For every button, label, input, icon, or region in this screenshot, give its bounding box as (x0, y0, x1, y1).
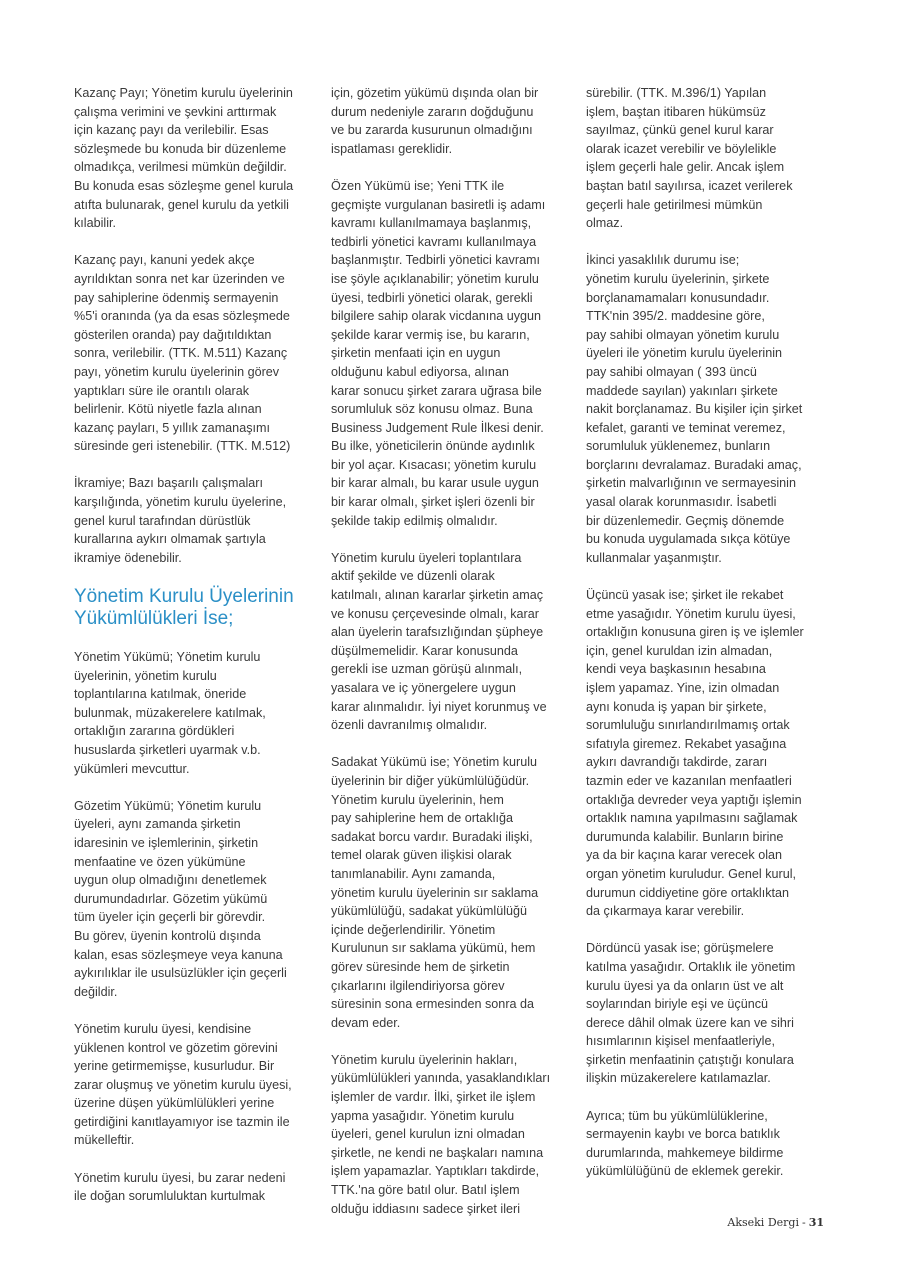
paragraph: Yönetim kurulu üyesi, kendisine yüklenen kontrol ve gözetim görevini yerine getirmemişse, kusurludur. Bir zarar oluşmuş ve yönetim kurulu üyesi, üzerine düşen yükümlülükleri yerine getirdiğini kanıtlayamıyor ise tazmin ile mükelleftir. (74, 1021, 292, 1148)
paragraph: Dördüncü yasak ise; görüşmelere katılma yasağıdır. Ortaklık ile yönetim kurulu üyesi ya da onların üst ve alt soylarından biriyle eşi ve üçüncü derece dâhil olmak üzere kan ve sihri hısımlarının kişisel menfaatleriyle, şirketin menfaatinin çatıştığı konulara ilişkin müzakerelere katılamazlar. (586, 941, 796, 1086)
page-number: 31 (808, 1216, 824, 1229)
paragraph: Sadakat Yükümü ise; Yönetim kurulu üyelerinin bir diğer yükümlülüğüdür. Yönetim kurulu üyelerinin, hem pay sahiplerine hem de ortaklığa sadakat borcu vardır. Buradaki ilişki, temel olarak güven ilişkisi olarak tanımlanabilir. Aynı zamanda, yönetim kurulu üyelerinin sır saklama yükümlülüğü, sadakat yükümlülüğü içinde değerlendirilir. Yönetim Kurulunun sır saklama yükümü, hem görev süresinde hem de şirketin çıkarlarını ilgilendiriyorsa görev süresinin sona ermesinden sonra da devam eder. (331, 755, 539, 1030)
paragraph: Özen Yükümü ise; Yeni TTK ile geçmişte vurgulanan basiretli iş adamı kavramı kullanılmamaya başlanmış, tedbirli yönetici kavramı kullanılmaya başlanmıştır. Tedbirli yönetici kavramı ise şöyle açıklanabilir; yönetim kurulu üyesi, tedbirli yönetici olarak, gerekli bilgilere sahip olarak vicdanına uygun şekilde karar vermiş ise, bu kararın, şirketin menfaati için en uygun olduğunu kabul ediyorsa, alınan karar sonucu şirket zarara uğrasa bile sorumluluk söz konusu olmaz. Buna Business Judgement Rule İlkesi denir. Bu ilke, yöneticilerin önünde aydınlık bir yol açar. Kısacası; yönetim kurulu bir karar almalı, bu karar usule uygun bir karar olmalı, şirket işleri özenli bir şekilde takip edilmiş olmalıdır. (331, 178, 546, 528)
column-2 (331, 84, 579, 1237)
page-footer (727, 1216, 824, 1229)
paragraph: İkramiye; Bazı başarılı çalışmaları karşılığında, yönetim kurulu üyelerine, genel kurul tarafından dürüstlük kurallarına aykırı olmamak şartıyla ikramiye ödenebilir. (74, 476, 287, 565)
paragraph: Yönetim Yükümü; Yönetim kurulu üyelerinin, yönetim kurulu toplantılarına katılmak, öneride bulunmak, müzakerelere katılmak, ortaklığın zararına gördükleri hususlarda şirketleri uyarmak v.b. yükümleri mevcuttur. (74, 650, 266, 776)
paragraph: Yönetim kurulu üyelerinin hakları, yükümlülükleri yanında, yasaklandıkları işlemler de vardır. İlki, şirket ile işlem yapma yasağıdır. Yönetim kurulu üyeleri, genel kurulun izni olmadan şirketle, ne kendi ne başkaları namına işlem yapamazlar. Yaptıkları takdirde, TTK.'na göre batıl olur. Batıl işlem olduğu iddiasını sadece şirket ileri (331, 1052, 551, 1216)
paragraph: Ayrıca; tüm bu yükümlülüklerine, sermayenin kaybı ve borca batıklık durumlarında, mahkemeye bildirme yükümlülüğünü de eklemek gerekir. (586, 1108, 784, 1179)
paragraph: Yönetim kurulu üyesi, bu zarar nedeni ile doğan sorumluluktan kurtulmak (74, 1170, 286, 1204)
paragraph: sürebilir. (TTK. M.396/1) Yapılan işlem, baştan itibaren hükümsüz sayılmaz, çünkü genel kurul karar olarak icazet verebilir ve böylelikle işlem geçerli hale gelir. Ancak işlem baştan batıl sayılırsa, icazet verilerek geçerli hale getirilmesi mümkün olmaz. (586, 86, 793, 231)
column-3 (586, 84, 834, 1200)
paragraph: Gözetim Yükümü; Yönetim kurulu üyeleri, aynı zamanda şirketin idaresinin ve işlemlerinin, şirketin menfaatine ve özen yükümüne uygun olup olmadığını denetlemek durumundadırlar. Gözetim yükümü tüm üyeler için geçerli bir görevdir. Bu görev, üyenin kontrolü dışında kalan, esas sözleşmeye veya kanuna aykırılıklar ile usulsüzlükler için geçerli değildir. (74, 798, 287, 999)
paragraph: Kazanç payı, kanuni yedek akçe ayrıldıktan sonra net kar üzerinden ve pay sahiplerine ödenmiş sermayenin %5'i oranında (ya da esas sözleşmede gösterilen oranda) pay dağıtıldıktan sonra, verilebilir. (TTK. M.511) Kazanç payı, yönetim kurulu üyelerinin görev yaptıkları süre ile orantılı olarak belirlenir. Kötü niyetle fazla alınan kazanç payları, 5 yıllık zamanaşımı süresinde geri istenebilir. (TTK. M.512) (74, 253, 291, 454)
magazine-name: Akseki Dergi (727, 1216, 799, 1229)
paragraph: Kazanç Payı; Yönetim kurulu üyelerinin çalışma verimini ve şevkini arttırmak için kazanç payı da verilebilir. Esas sözleşmede bu konuda bir düzenleme olmadıkça, verilmesi mümkün değildir. Bu konuda esas sözleşme genel kurula atıfta bulunarak, genel kurulu da yetkili kılabilir. (74, 86, 294, 231)
paragraph: için, gözetim yükümü dışında olan bir durum nedeniyle zararın doğduğunu ve bu zararda kusurunun olmadığını ispatlaması gereklidir. (331, 86, 539, 156)
paragraph: Yönetim kurulu üyeleri toplantılara aktif şekilde ve düzenli olarak katılmalı, alınan kararlar şirketin amaç ve konusu çerçevesinde olmalı, karar alan üyelerin tarafsızlığından şüpheye düşülmemelidir. Karar konusunda gerekli ise uzman görüşü alınmalı, yasalara ve iç yönergelere uygun karar alınmalıdır. İyi niyet korunmuş ve özenli davranılmış olmalıdır. (331, 550, 547, 733)
section-heading: Yönetim Kurulu Üyelerinin Yükümlülükleri İse; (74, 586, 294, 630)
footer-separator: - (801, 1216, 806, 1229)
column-1 (74, 84, 322, 1224)
paragraph: Üçüncü yasak ise; şirket ile rekabet etme yasağıdır. Yönetim kurulu üyesi, ortaklığın konusuna giren iş ve işlemler için, genel kuruldan izin almadan, kendi veya başkasının hesabına işlem yapamaz. Yine, izin olmadan aynı konuda iş yapan bir şirkete, sorumluluğu sınırlandırılmamış ortak sıfatıyla giremez. Rekabet yasağına aykırı davrandığı takdirde, zararı tazmin eder ve kazanılan menfaatleri ortaklığa devreder veya yaptığı işlemin ortaklık namına yapılmasını sağlamak durumunda kalabilir. Bunların birine ya da bir kaçına karar verecek olan organ yönetim kuruludur. Genel kurul, durumun ciddiyetine göre ortaklıktan da çıkarmaya karar verebilir. (586, 588, 804, 919)
paragraph: İkinci yasaklılık durumu ise; yönetim kurulu üyelerinin, şirkete borçlanamamaları konusundadır. TTK'nin 395/2. maddesine göre, pay sahibi olmayan yönetim kurulu üyeleri ile yönetim kurulu üyelerinin pay sahibi olmayan ( 393 üncü maddede sayılan) yakınları şirkete nakit borçlanamaz. Bu kişiler için şirket kefalet, garanti ve teminat veremez, sorumluluk yüklenemez, bunların borçlarını devralamaz. Buradaki amaç, şirketin malvarlığının ve sermayesinin yasal olarak korunmasıdır. İsabetli bir düzenlemedir. Geçmiş dönemde bu konuda uygulamada sıkça kötüye kullanmalar yaşanmıştır. (586, 253, 803, 565)
